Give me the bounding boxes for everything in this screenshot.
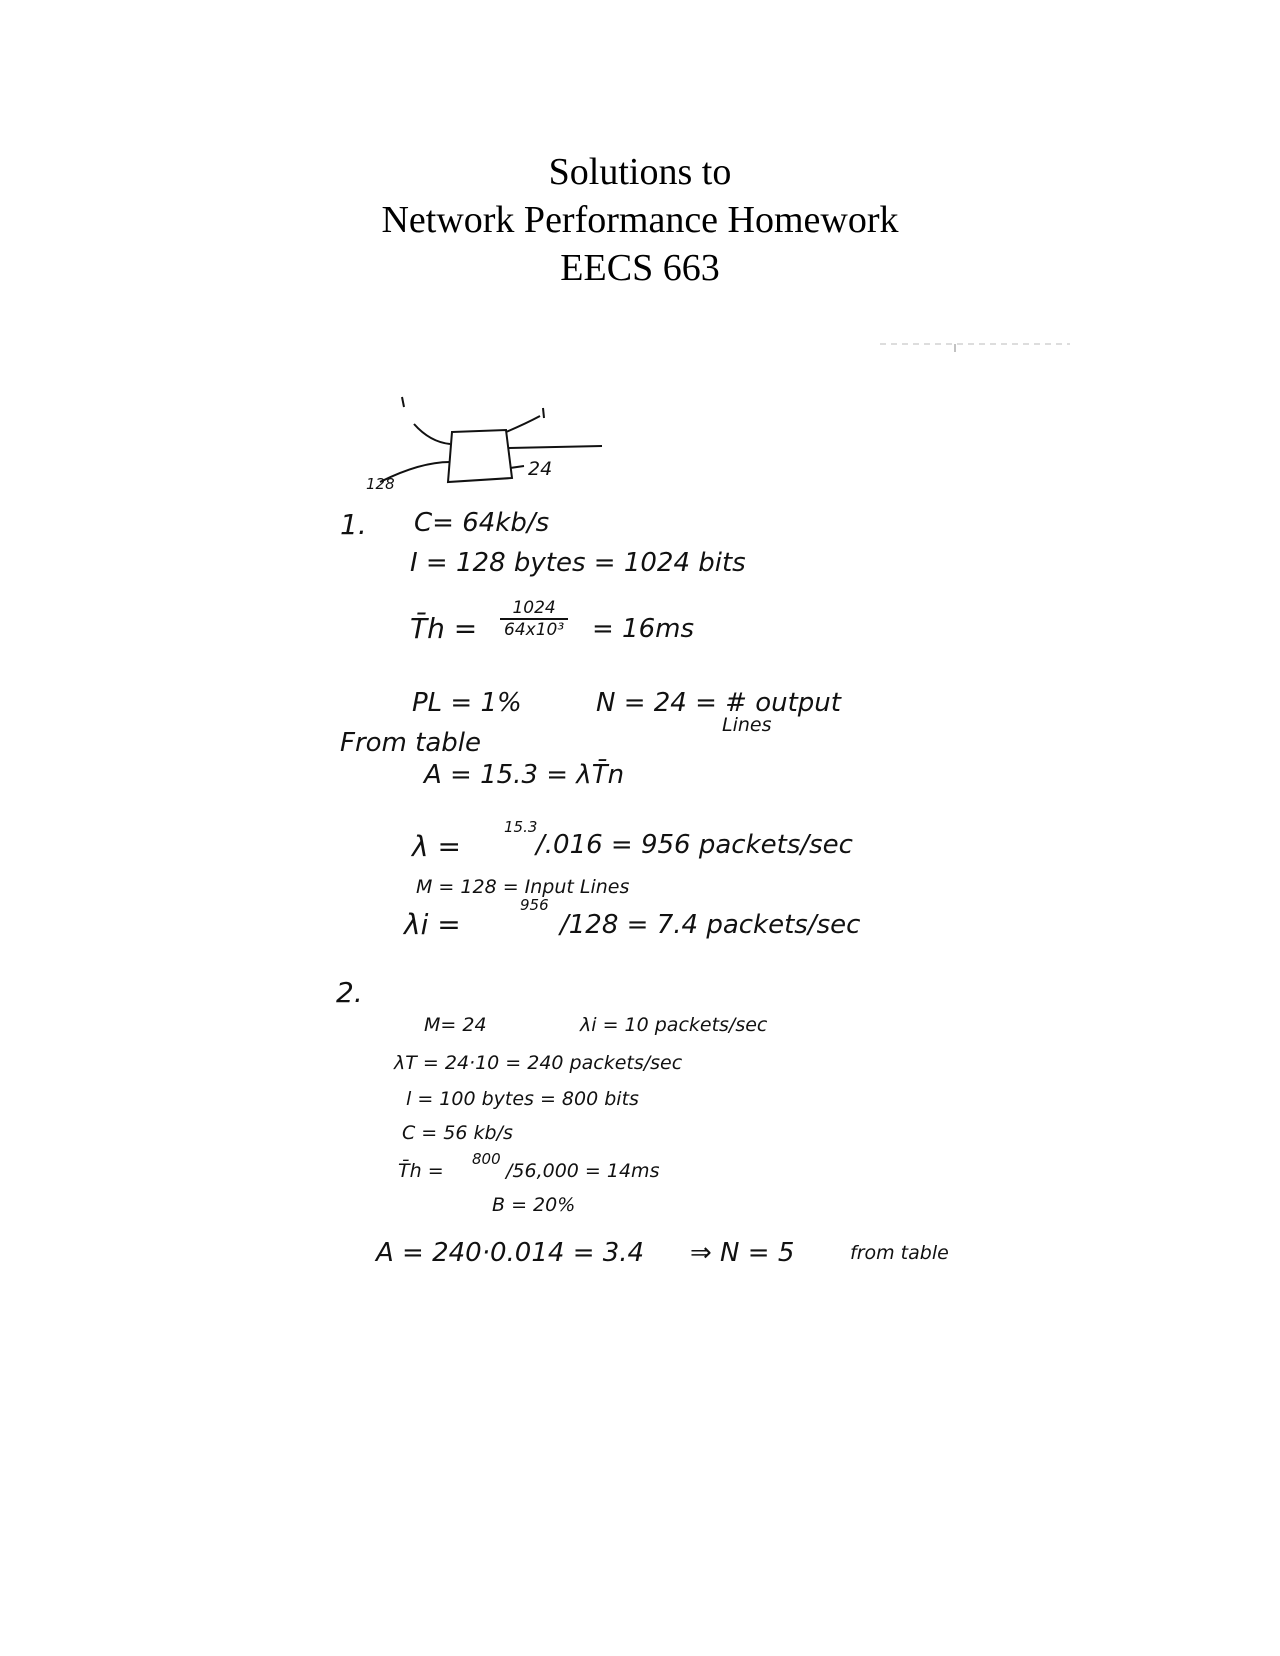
problem-1-output-lines-2: Lines [722, 714, 772, 736]
problem-1-number: 1. [340, 508, 367, 541]
output-line-top [506, 416, 540, 432]
problem-2-length: l = 100 bytes = 800 bits [406, 1088, 639, 1110]
problem-1-length: I = 128 bytes = 1024 bits [410, 548, 746, 578]
problem-1-lambda-i-rest: /128 = 7.4 packets/sec [560, 910, 861, 940]
problem-2-lambda-total: λT = 24·10 = 240 packets/sec [394, 1052, 683, 1074]
problem-1-capacity: C= 64kb/s [414, 508, 550, 538]
problem-1-input-lines: M = 128 = Input Lines [416, 876, 630, 898]
problem-1-th-denominator: 64x10³ [504, 620, 565, 640]
problem-1-th-fraction [500, 598, 568, 640]
problem-2-result: ⇒ N = 5 [690, 1238, 795, 1268]
problem-2-from-table: from table [850, 1242, 949, 1264]
problem-1-output-lines: N = 24 = # output [596, 688, 841, 718]
diagram-left-count: 128 [366, 475, 395, 493]
problem-1-th-result: = 16ms [592, 614, 695, 644]
problem-2-capacity: C = 56 kb/s [402, 1122, 513, 1144]
problem-2-th-numerator: 800 [472, 1150, 501, 1168]
problem-2-blocking: B = 20% [492, 1194, 576, 1216]
title-line-3: EECS 663 [560, 247, 720, 289]
problem-2-number: 2. [336, 976, 363, 1009]
diagram-right-count: 24 [528, 458, 553, 480]
problem-1-lambda-eq: λ = [412, 830, 461, 863]
problem-2-th-label: T̄h = [398, 1160, 444, 1182]
problem-1-loss-probability: PL = 1% [412, 688, 522, 718]
title-line-2: Network Performance Homework [381, 199, 899, 241]
mark-tick-left [402, 397, 404, 407]
problem-1-th-label: T̄h = [410, 612, 478, 645]
problem-1-th-numerator: 1024 [500, 598, 568, 620]
input-line-top [414, 424, 450, 444]
output-line-mid [509, 446, 602, 448]
problem-2-th-rest: /56,000 = 14ms [506, 1160, 660, 1182]
title-line-1: Solutions to [548, 151, 732, 193]
problem-1-lambda-numerator: 15.3 [504, 818, 538, 836]
problem-2-m-value: M= 24 [424, 1014, 487, 1036]
output-line-bottom [510, 466, 524, 468]
mark-tick-right [543, 408, 544, 418]
problem-2-lambda-i: λi = 10 packets/sec [580, 1014, 768, 1036]
problem-1-from-table: From table [340, 728, 481, 758]
problem-2-traffic: A = 240·0.014 = 3.4 [376, 1238, 645, 1268]
problem-1-lambda-i-eq: λi = [404, 908, 461, 941]
problem-1-lambda-i-numerator: 956 [520, 896, 549, 914]
switch-box [448, 430, 512, 482]
problem-1-traffic-value: A = 15.3 = λT̄n [424, 760, 625, 790]
problem-1-lambda-rest: /.016 = 956 packets/sec [536, 830, 853, 860]
